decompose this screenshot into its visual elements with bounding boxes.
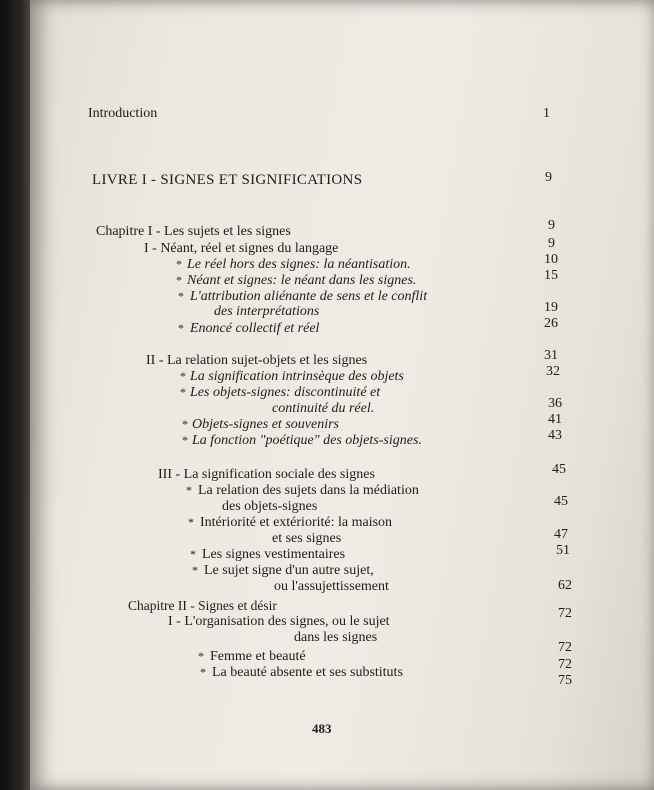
bullet-mark: * xyxy=(198,649,204,663)
toc-item-page: 72 xyxy=(558,657,572,672)
bullet-mark: * xyxy=(176,257,182,271)
toc-section-1-label: I - Néant, réel et signes du langage xyxy=(144,241,339,256)
toc-chapter-1-label: Chapitre I - Les sujets et les signes xyxy=(96,224,291,239)
toc-item-label: Les signes vestimentaires xyxy=(202,547,346,562)
toc-item-label: Les objets-signes: discontinuité et xyxy=(190,385,381,400)
toc-item-label-continued: et ses signes xyxy=(272,531,342,546)
toc-item-label: Néant et signes: le néant dans les signes. xyxy=(187,273,417,288)
bullet-mark: * xyxy=(186,483,192,497)
toc-item-page: 10 xyxy=(544,252,558,267)
toc-chapter-2-section-1-page: 72 xyxy=(558,640,572,655)
toc-section-1-page: 9 xyxy=(548,236,555,251)
bullet-mark: * xyxy=(180,385,186,399)
toc-item-label: Objets-signes et souvenirs xyxy=(192,417,339,432)
toc-item-label-continued: des interprétations xyxy=(214,304,320,319)
toc-item-label: Intériorité et extériorité: la maison xyxy=(200,515,393,530)
toc-chapter-2-label: Chapitre II - Signes et désir xyxy=(128,598,277,613)
toc-item-label: La relation des sujets dans la médiation xyxy=(198,483,419,498)
toc-item-label: Femme et beauté xyxy=(210,649,306,664)
toc-chapter-1-page: 9 xyxy=(548,218,555,233)
toc-item-label: La fonction "poétique" des objets-signes. xyxy=(192,433,422,448)
toc-item-page: 26 xyxy=(544,316,558,331)
bullet-mark: * xyxy=(182,433,188,447)
bullet-mark: * xyxy=(178,321,184,335)
toc-chapter-2-section-1-label-continued: dans les signes xyxy=(294,630,378,645)
bullet-mark: * xyxy=(182,417,188,431)
bullet-mark: * xyxy=(190,547,196,561)
toc-item-page: 19 xyxy=(544,300,558,315)
toc-introduction-label: Introduction xyxy=(88,106,158,121)
toc-item-label: Enoncé collectif et réel xyxy=(190,321,320,336)
toc-item-label: La signification intrinsèque des objets xyxy=(190,369,404,384)
toc-item-page: 62 xyxy=(558,578,572,593)
toc-chapter-2-section-1-label: I - L'organisation des signes, ou le sujet xyxy=(168,614,390,629)
toc-item-page: 43 xyxy=(548,428,562,443)
toc-item-label: La beauté absente et ses substituts xyxy=(212,665,403,680)
toc-item-label: Le sujet signe d'un autre sujet, xyxy=(204,563,374,578)
toc-item-page: 41 xyxy=(548,412,562,427)
toc-item-label-continued: continuité du réel. xyxy=(272,401,375,416)
toc-item-page: 32 xyxy=(546,364,560,379)
bullet-mark: * xyxy=(192,563,198,577)
bullet-mark: * xyxy=(188,515,194,529)
toc-item-page: 15 xyxy=(544,268,558,283)
toc-chapter-2-page: 72 xyxy=(558,606,572,621)
toc-item-page: 75 xyxy=(558,673,572,688)
toc-item-label: Le réel hors des signes: la néantisation. xyxy=(187,257,411,272)
toc-livre-title: LIVRE I - SIGNES ET SIGNIFICATIONS xyxy=(92,172,363,188)
toc-section-3-label: III - La signification sociale des signes xyxy=(158,467,375,482)
toc-item-page: 47 xyxy=(554,527,568,542)
toc-item-page: 51 xyxy=(556,543,570,558)
toc-item-page: 36 xyxy=(548,396,562,411)
page-number: 483 xyxy=(312,721,332,736)
bullet-mark: * xyxy=(178,289,184,303)
bullet-mark: * xyxy=(180,369,186,383)
toc-livre-page: 9 xyxy=(545,170,552,185)
toc-section-3-page: 45 xyxy=(552,462,566,477)
toc-section-2-page: 31 xyxy=(544,348,558,363)
toc-item-label-continued: des objets-signes xyxy=(222,499,318,514)
toc-item-label-continued: ou l'assujettissement xyxy=(274,579,389,594)
toc-item-label: L'attribution aliénante de sens et le conflit xyxy=(190,289,428,304)
toc-item-page: 45 xyxy=(554,494,568,509)
bullet-mark: * xyxy=(176,273,182,287)
toc-introduction-page: 1 xyxy=(543,106,550,121)
toc-section-2-label: II - La relation sujet-objets et les signes xyxy=(146,353,368,368)
bullet-mark: * xyxy=(200,665,206,679)
